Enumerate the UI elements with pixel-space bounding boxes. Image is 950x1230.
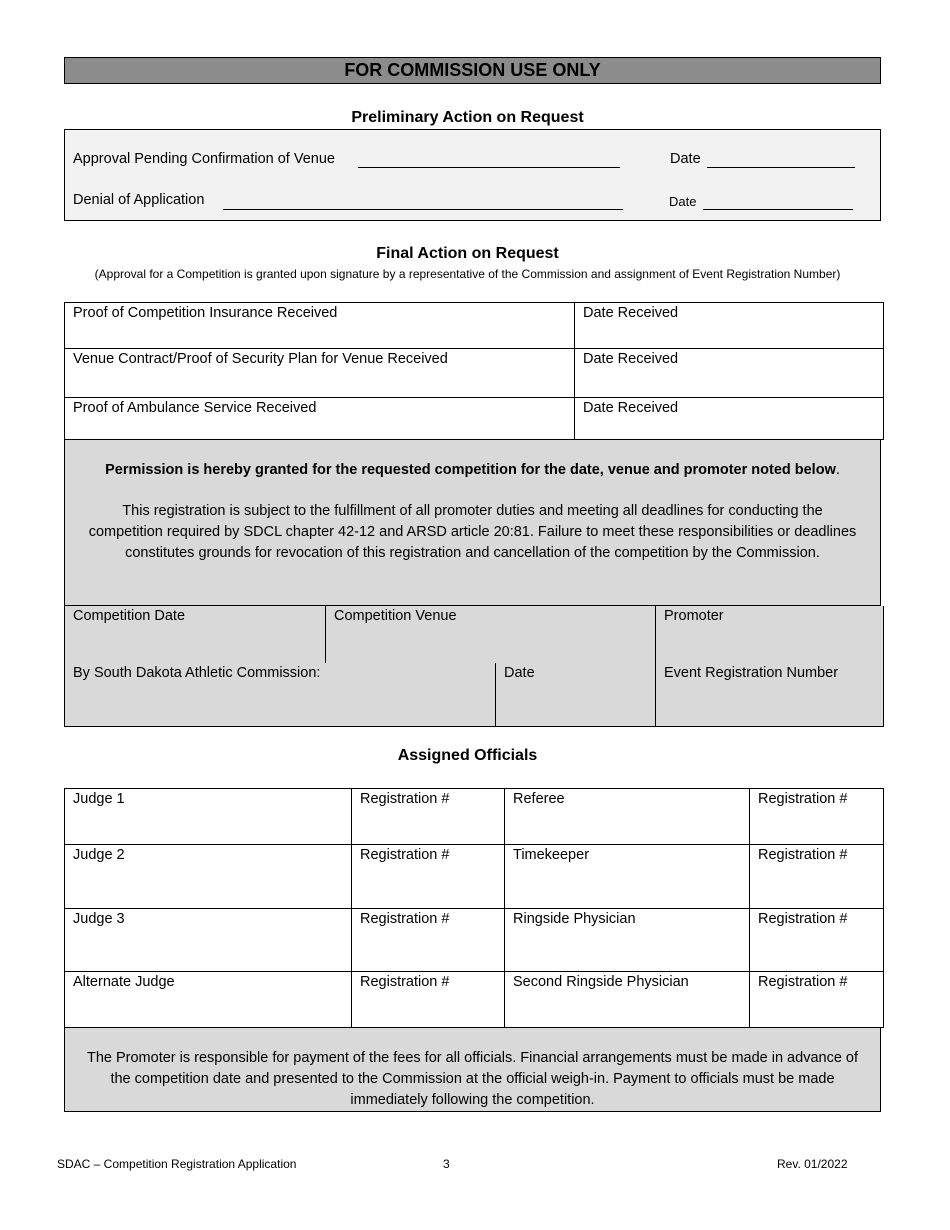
table-row — [65, 789, 884, 845]
table-row — [65, 972, 884, 1028]
judge-2-cell[interactable]: Judge 2 — [65, 845, 352, 909]
officials-fees-note: The Promoter is responsible for payment of the fees for all officials. Financial arrangements must be made in advance of the competition date and presented to the Commission at the official weigh-in. Payment to officials must be made immediately following the competition. — [64, 1027, 881, 1112]
table-row — [65, 398, 884, 440]
denial-date-label: Date — [669, 194, 697, 209]
ambulance-date-cell[interactable]: Date Received — [575, 398, 884, 440]
venue-contract-date-cell[interactable]: Date Received — [575, 349, 884, 398]
referee-registration-cell[interactable]: Registration # — [750, 789, 884, 845]
footer-revision: Rev. 01/2022 — [777, 1157, 848, 1171]
table-row — [65, 845, 884, 909]
denial-signature-line[interactable] — [223, 209, 623, 210]
alternate-judge-registration-cell[interactable]: Registration # — [352, 972, 505, 1028]
table-row — [65, 349, 884, 398]
final-action-note: (Approval for a Competition is granted upon signature by a representative of the Commission and assignment of Event Registration Number) — [94, 267, 841, 281]
denial-date-line[interactable] — [703, 209, 853, 210]
table-row — [65, 909, 884, 972]
proof-table — [64, 302, 884, 440]
approval-pending-label: Approval Pending Confirmation of Venue — [73, 151, 335, 167]
venue-contract-received-cell[interactable]: Venue Contract/Proof of Security Plan for Venue Received — [65, 349, 575, 398]
timekeeper-cell[interactable]: Timekeeper — [505, 845, 750, 909]
ringside-physician-registration-cell[interactable]: Registration # — [750, 909, 884, 972]
commission-use-header: FOR COMMISSION USE ONLY — [64, 57, 881, 84]
table-row — [65, 303, 884, 349]
ambulance-received-cell[interactable]: Proof of Ambulance Service Received — [65, 398, 575, 440]
assigned-officials-title: Assigned Officials — [397, 747, 538, 764]
promoter-cell[interactable]: Promoter — [656, 606, 884, 663]
judge-3-registration-cell[interactable]: Registration # — [352, 909, 505, 972]
permission-granted-text: Permission is hereby granted for the requested competition for the date, venue and promoter noted below. — [105, 462, 840, 478]
alternate-judge-cell[interactable]: Alternate Judge — [65, 972, 352, 1028]
preliminary-action-box — [64, 129, 881, 221]
preliminary-action-title: Preliminary Action on Request — [351, 109, 584, 126]
judge-2-registration-cell[interactable]: Registration # — [352, 845, 505, 909]
judge-3-cell[interactable]: Judge 3 — [65, 909, 352, 972]
signature-table — [64, 663, 884, 727]
competition-table — [64, 606, 884, 664]
second-ringside-physician-registration-cell[interactable]: Registration # — [750, 972, 884, 1028]
insurance-received-cell[interactable]: Proof of Competition Insurance Received — [65, 303, 575, 349]
denial-label: Denial of Application — [73, 192, 205, 208]
event-registration-number-cell[interactable]: Event Registration Number — [656, 663, 884, 726]
approval-date-label: Date — [670, 151, 701, 167]
table-row — [65, 606, 884, 663]
second-ringside-physician-cell[interactable]: Second Ringside Physician — [505, 972, 750, 1028]
final-action-title: Final Action on Request — [376, 245, 559, 262]
signature-date-cell[interactable]: Date — [496, 663, 656, 726]
commission-signature-cell[interactable]: By South Dakota Athletic Commission: — [65, 663, 496, 726]
table-row — [65, 663, 884, 726]
officials-table — [64, 788, 884, 1028]
competition-venue-cell[interactable]: Competition Venue — [326, 606, 656, 663]
approval-signature-line[interactable] — [358, 167, 620, 168]
referee-cell[interactable]: Referee — [505, 789, 750, 845]
ringside-physician-cell[interactable]: Ringside Physician — [505, 909, 750, 972]
timekeeper-registration-cell[interactable]: Registration # — [750, 845, 884, 909]
insurance-date-cell[interactable]: Date Received — [575, 303, 884, 349]
competition-date-cell[interactable]: Competition Date — [65, 606, 326, 663]
judge-1-cell[interactable]: Judge 1 — [65, 789, 352, 845]
judge-1-registration-cell[interactable]: Registration # — [352, 789, 505, 845]
footer-form-name: SDAC – Competition Registration Application — [57, 1157, 297, 1171]
approval-date-line[interactable] — [707, 167, 855, 168]
permission-statement — [64, 439, 881, 606]
footer-page-number: 3 — [443, 1157, 450, 1171]
permission-body-text: This registration is subject to the fulfillment of all promoter duties and meeting all deadlines for conducting the competition required by SDCL chapter 42-12 and ARSD article 20:81. Failure to meet these responsibilities or deadlines constitutes grounds for revocation of this registration and cancellation of the competition by the Commission. — [88, 503, 857, 561]
